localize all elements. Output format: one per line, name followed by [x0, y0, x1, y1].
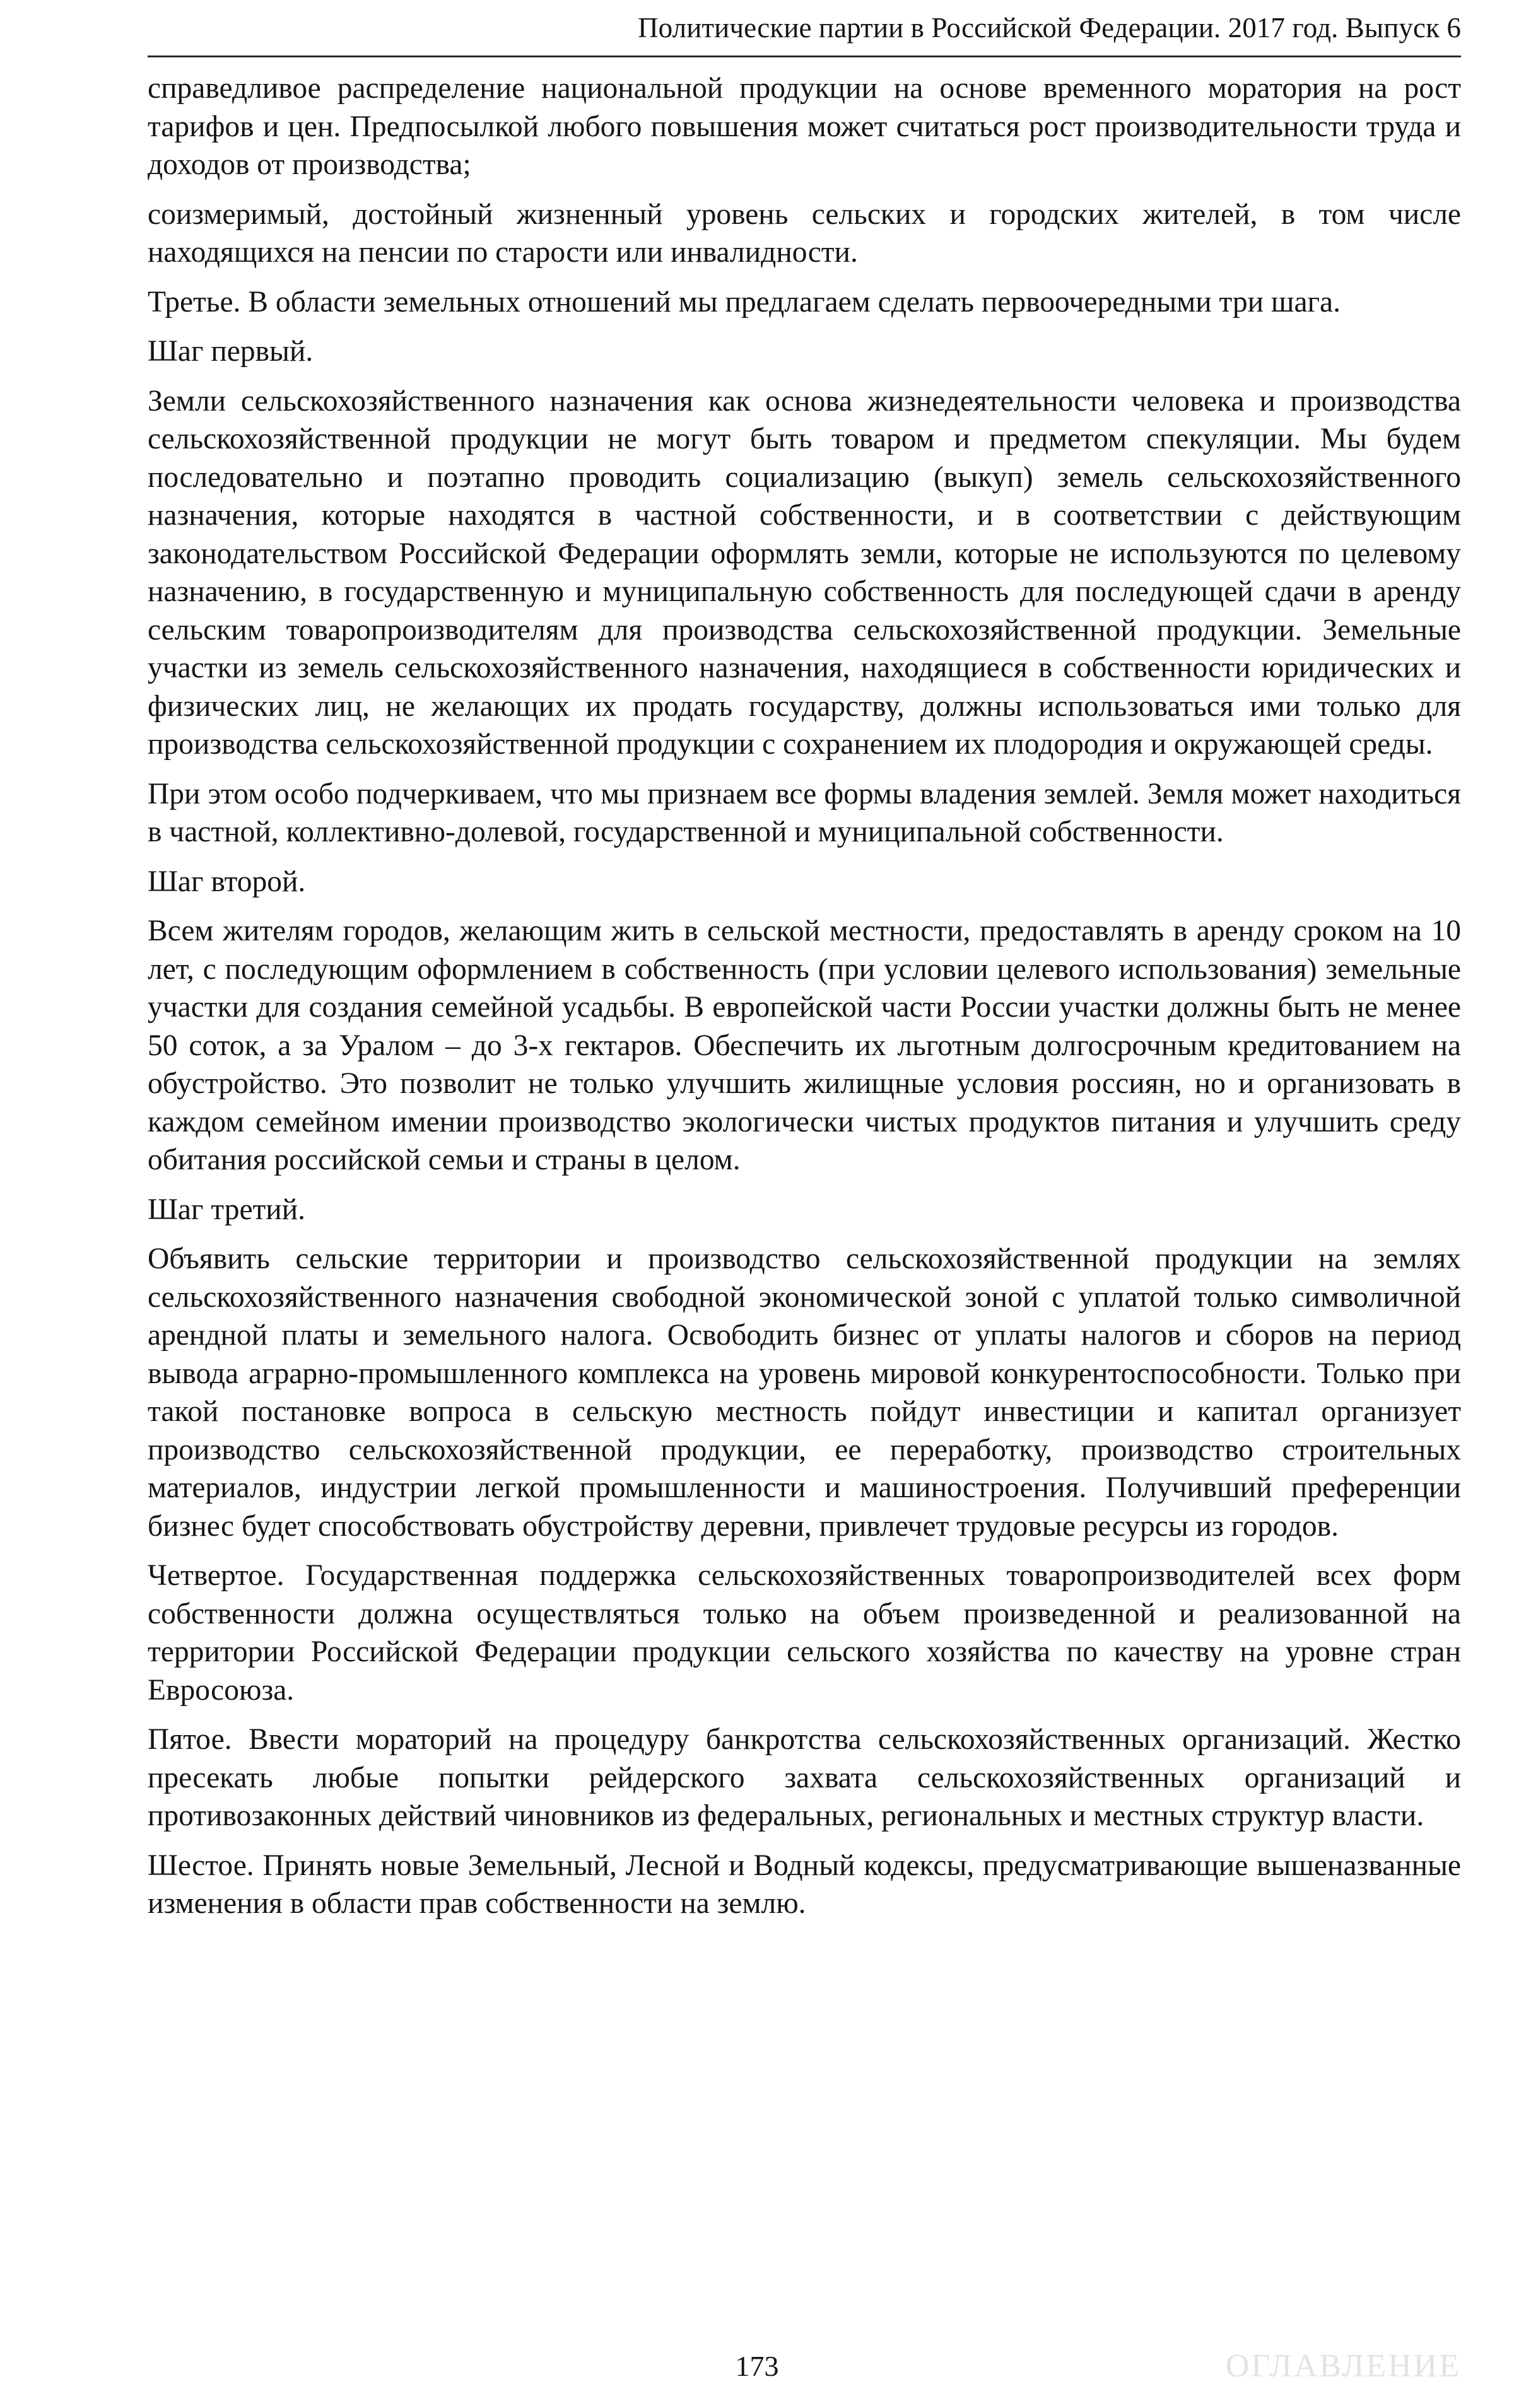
- paragraph-forms-of-ownership: При этом особо подчеркиваем, что мы признаем все формы владения землей. Земля может находиться в частной, коллективно-долевой, государственной и муниципальной собственности.: [148, 777, 1461, 848]
- running-header: Политические партии в Российской Федерации. 2017 год. Выпуск 6: [638, 12, 1461, 44]
- paragraph-living-standard: соизмеримый, достойный жизненный уровень сельских и городских жителей, в том числе находящихся на пенсии по старости или инвалидности.: [148, 197, 1461, 269]
- page-number: 173: [735, 2350, 779, 2382]
- step-two-heading: Шаг второй.: [148, 865, 306, 898]
- paragraph-step-two: Всем жителям городов, желающим жить в сельской местности, предоставлять в аренду сроком на 10 лет, с последующим оформлением в собственность (при условии целевого использования) земельные участки для создания семейной усадьбы. В европейской части России участки должны быть не менее 50 соток, а за Уралом – до 3-х гектаров. Обеспечить их льготным долгосрочным кредитованием на обустройство. Это позволит не только улучшить жилищные условия россиян, но и организовать в каждом семейном имении производство экологически чистых продуктов питания и улучшить среду обитания российской семьи и страны в целом.: [148, 915, 1461, 1176]
- paragraph-fair-distribution: справедливое распределение национальной продукции на основе временного моратория на рост тарифов и цен. Предпосылкой любого повышения может считаться рост производительности труда и доходов от производства;: [148, 72, 1461, 181]
- table-of-contents-link[interactable]: ОГЛАВЛЕНИЕ: [1225, 2348, 1461, 2384]
- step-three-heading: Шаг третий.: [148, 1193, 306, 1226]
- header-rule: [148, 56, 1461, 57]
- step-one-heading: Шаг первый.: [148, 335, 314, 368]
- paragraph-sixth: Шестое. Принять новые Земельный, Лесной и Водный кодексы, предусматривающие вышеназванные изменения в области прав собственности на землю.: [148, 1849, 1461, 1920]
- paragraph-fifth: Пятое. Ввести мораторий на процедуру банкротства сельскохозяйственных организаций. Жестко пресекать любые попытки рейдерского захвата сельскохозяйственных организаций и противозаконных действий чиновников из федеральных, региональных и местных структур власти.: [148, 1723, 1461, 1832]
- paragraph-third-land-relations: Третье. В области земельных отношений мы предлагаем сделать первоочередными три шага.: [148, 285, 1341, 319]
- paragraph-step-three: Объявить сельские территории и производство сельскохозяйственной продукции на землях сельскохозяйственного назначения свободной экономической зоной с уплатой только символичной арендной платы и земельного налога. Освободить бизнес от уплаты налогов и сборов на период вывода аграрно-промышленного комплекса на уровень мировой конкурентоспособности. Только при такой постановке вопроса в сельскую местность пойдут инвестиции и капитал организует производство сельскохозяйственной продукции, ее переработку, производство строительных материалов, индустрии легкой промышленности и машиностроения. Получивший преференции бизнес будет способствовать обустройству деревни, привлечет трудовые ресурсы из городов.: [148, 1242, 1461, 1543]
- paragraph-fourth: Четвертое. Государственная поддержка сельскохозяйственных товаропроизводителей всех форм собственности должна осуществляться только на объем произведенной и реализованной на территории Российской Федерации продукции сельского хозяйства по качеству на уровне стран Евросоюза.: [148, 1559, 1461, 1707]
- paragraph-step-one: Земли сельскохозяйственного назначения как основа жизнедеятельности человека и производства сельскохозяйственной продукции не могут быть товаром и предметом спекуляции. Мы будем последовательно и поэтапно проводить социализацию (выкуп) земель сельскохозяйственного назначения, которые находятся в частной собственности, и в соответствии с действующим законодательством Российской Федерации оформлять земли, которые не используются по целевому назначению, в государственную и муниципальную собственность для последующей сдачи в аренду сельским товаропроизводителям для производства сельскохозяйственной продукции. Земельные участки из земель сельскохозяйственного назначения, находящиеся в собственности юридических и физических лиц, не желающих их продать государству, должны использоваться ими только для производства сельскохозяйственной продукции с сохранением их плодородия и окружающей среды.: [148, 384, 1461, 761]
- body-text: [148, 69, 1461, 1934]
